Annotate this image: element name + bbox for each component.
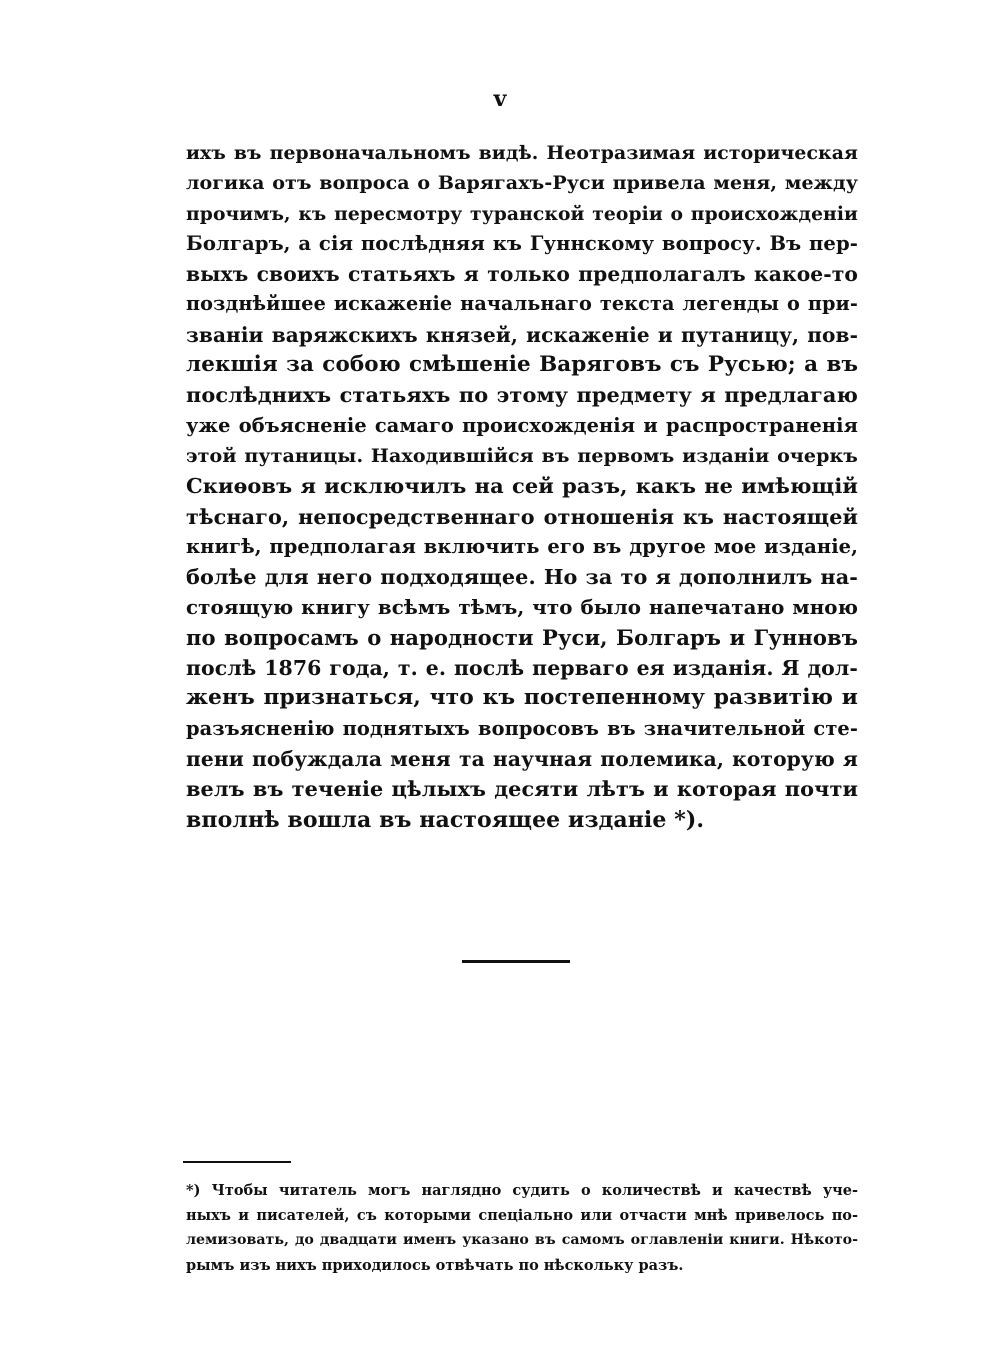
footnote-rule <box>183 1161 291 1163</box>
main-text <box>186 138 858 835</box>
section-divider <box>462 960 570 963</box>
text-line: званіи варяжскихъ князей, искаженіе и путаницу, пов- <box>186 322 858 347</box>
text-line: этой путаницы. Находившійся въ первомъ изданіи очеркъ <box>186 444 858 467</box>
text-line: Болгаръ, а сія послѣдняя къ Гуннскому вопросу. Въ пер- <box>186 231 858 255</box>
text-line: велъ въ теченіе цѣлыхъ десяти лѣтъ и которая почти <box>186 776 858 802</box>
text-line: уже объясненіе самаго происхожденія и распространенія <box>186 413 858 437</box>
text-line: позднѣйшее искаженіе начальнаго текста легенды о при- <box>186 292 858 316</box>
text-line: болѣе для него подходящее. Но за то я дополнилъ на- <box>186 564 858 590</box>
text-line: стоящую книгу всѣмъ тѣмъ, что было напечатано мною <box>186 595 858 620</box>
footnote <box>186 1178 858 1278</box>
text-line: пени побуждала меня та научная полемика, которую я <box>186 746 858 771</box>
footnote-line-last: рымъ изъ нихъ приходилось отвѣчать по нѣскольку разъ. <box>186 1257 684 1274</box>
text-line: разъясненію поднятыхъ вопросовъ въ значительной сте- <box>186 716 858 740</box>
footnote-line: *) Чтобы читатель могъ наглядно судить о количествѣ и качествѣ уче- <box>186 1182 858 1199</box>
text-line: логика отъ вопроса о Варягахъ-Руси привела меня, между <box>186 172 858 195</box>
footnote-line: ныхъ и писателей, съ которыми спеціально или отчасти мнѣ привелось по- <box>186 1207 858 1224</box>
text-line: по вопросамъ о народности Руси, Болгаръ и Гунновъ <box>186 624 858 650</box>
text-line: Скиѳовъ я исключилъ на сей разъ, какъ не имѣющій <box>186 473 858 499</box>
text-line: ихъ въ первоначальномъ видѣ. Неотразимая историческая <box>186 142 858 164</box>
text-line-last: вполнѣ вошла въ настоящее изданіе *). <box>186 806 705 833</box>
text-line: женъ признаться, что къ постепенному развитію и <box>186 685 858 711</box>
text-line: послѣ 1876 года, т. е. послѣ перваго ея изданія. Я дол- <box>186 656 858 681</box>
text-line: выхъ своихъ статьяхъ я только предполагалъ какое-то <box>186 262 858 287</box>
text-line: тѣснаго, непосредственнаго отношенія къ настоящей <box>186 504 858 529</box>
text-line: прочимъ, къ пересмотру туранской теоріи о происхожденіи <box>186 202 858 225</box>
page-number: v <box>493 86 507 112</box>
text-line: лекшія за собою смѣшеніе Варяговъ съ Русью; а въ <box>186 352 858 378</box>
footnote-line: лемизовать, до двадцати именъ указано въ самомъ оглавленіи книги. Нѣкото- <box>186 1232 858 1248</box>
text-line: послѣднихъ статьяхъ по этому предмету я предлагаю <box>186 382 858 408</box>
text-line: книгѣ, предполагая включить его въ другое мое изданіе, <box>186 534 858 558</box>
